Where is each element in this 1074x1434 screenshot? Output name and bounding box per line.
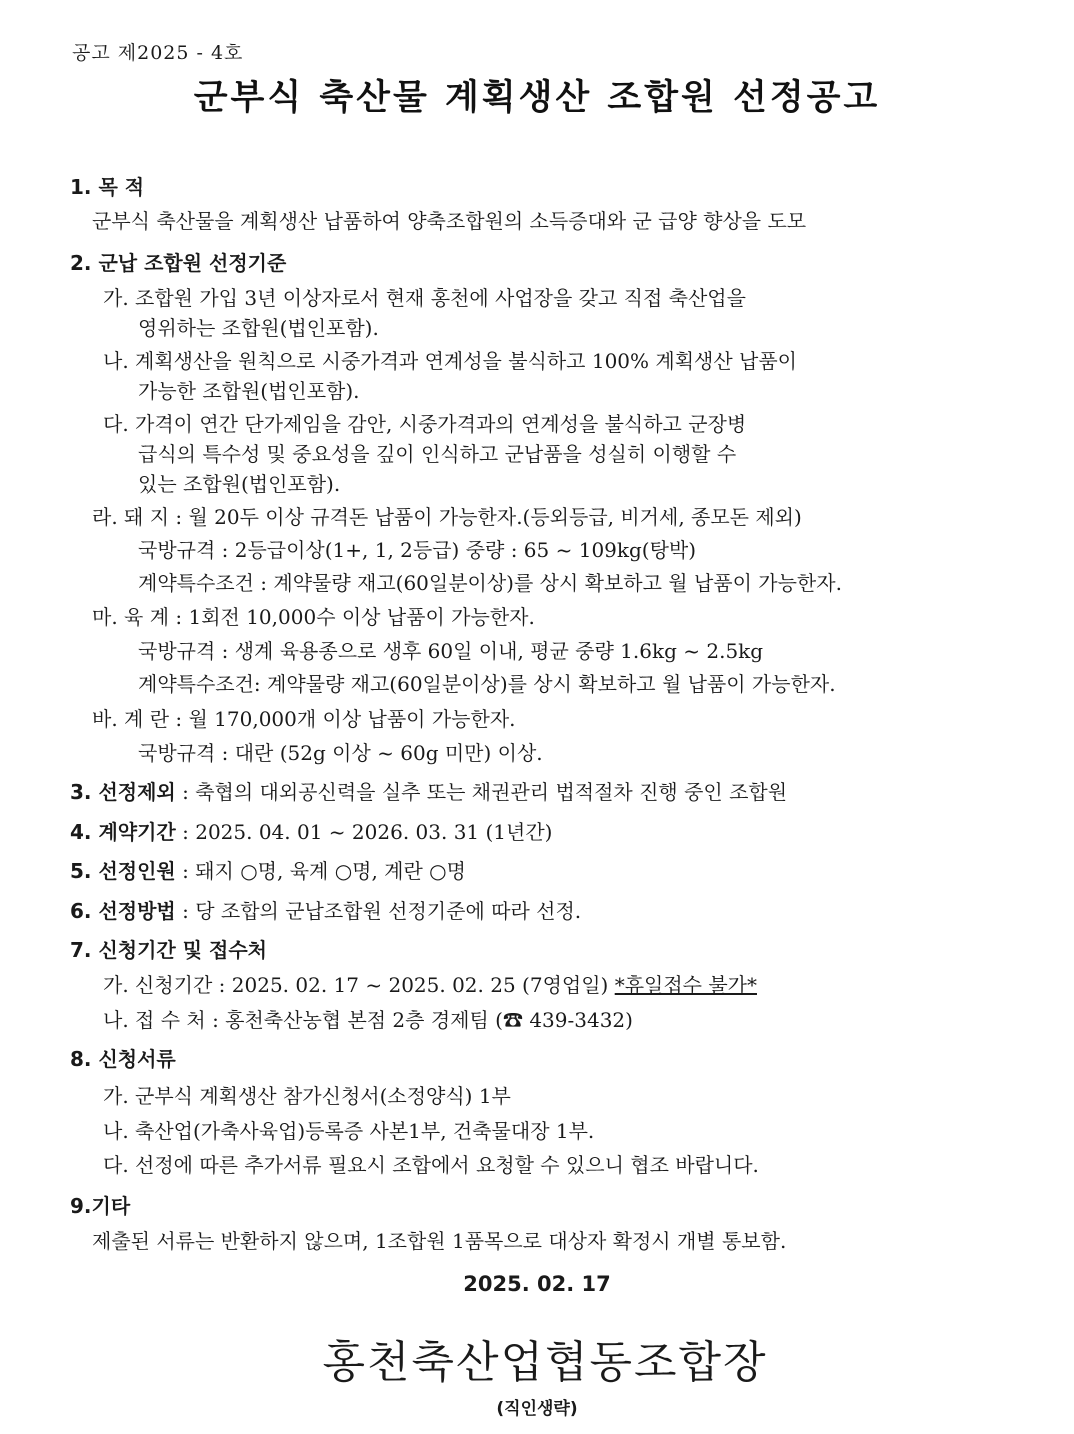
criteria-chicken-line2: 국방규격 : 생계 육용종으로 생후 60일 이내, 평균 중량 1.6kg ~ 2.5kg bbox=[138, 639, 764, 663]
section-4-label: 4. 계약기간 bbox=[70, 820, 176, 844]
section-6-label: 6. 선정방법 bbox=[70, 899, 176, 923]
reception-office: 나. 접 수 처 : 홍천축산농협 본점 2층 경제팀 (☎ 439-3432) bbox=[103, 1008, 633, 1032]
criteria-da-line1: 다. 가격이 연간 단가제임을 감안, 시중가격과의 연계성을 불식하고 군장병 bbox=[103, 412, 747, 436]
criteria-chicken-line1: 마. 육 계 : 1회전 10,000수 이상 납품이 가능한자. bbox=[92, 605, 535, 629]
criteria-na-line2: 가능한 조합원(법인포함). bbox=[138, 379, 360, 403]
notice-date: 2025. 02. 17 bbox=[463, 1272, 611, 1296]
seal-omitted-note: (직인생략) bbox=[496, 1399, 578, 1419]
section-4 bbox=[70, 819, 552, 845]
criteria-da-line3: 있는 조합원(법인포함). bbox=[138, 472, 341, 496]
application-period bbox=[103, 972, 757, 998]
section-8-heading: 8. 신청서류 bbox=[70, 1047, 176, 1071]
section-6 bbox=[70, 898, 581, 924]
section-3-label: 3. 선정제외 bbox=[70, 780, 176, 804]
section-1-body: 군부식 축산물을 계획생산 납품하여 양축조합원의 소득증대와 군 급양 향상을 도모 bbox=[92, 209, 807, 233]
section-6-value: : 당 조합의 군납조합원 선정기준에 따라 선정. bbox=[175, 899, 582, 923]
application-period-text: 가. 신청기간 : 2025. 02. 17 ~ 2025. 02. 25 (7영업일) bbox=[103, 973, 615, 997]
notice-title: 군부식 축산물 계획생산 조합원 선정공고 bbox=[193, 78, 881, 118]
section-9-heading: 9.기타 bbox=[70, 1194, 131, 1218]
criteria-ga-line1: 가. 조합원 가입 3년 이상자로서 현재 홍천에 사업장을 갖고 직접 축산업을 bbox=[103, 286, 746, 310]
criteria-egg-line1: 바. 계 란 : 월 170,000개 이상 납품이 가능한자. bbox=[92, 707, 516, 731]
section-2-heading: 2. 군납 조합원 선정기준 bbox=[70, 251, 287, 275]
section-3 bbox=[70, 779, 787, 805]
criteria-da-line2: 급식의 특수성 및 중요성을 깊이 인식하고 군납품을 성실히 이행할 수 bbox=[138, 442, 737, 466]
section-3-value: : 축협의 대외공신력을 실추 또는 채권관리 법적절차 진행 중인 조합원 bbox=[175, 780, 788, 804]
criteria-chicken-line3: 계약특수조건: 계약물량 재고(60일분이상)를 상시 확보하고 월 납품이 가능한자. bbox=[138, 672, 836, 696]
issuer-name: 홍천축산업협동조합장 bbox=[322, 1337, 768, 1388]
criteria-pig-line2: 국방규격 : 2등급이상(1+, 1, 2등급) 중량 : 65 ~ 109kg(탕박) bbox=[138, 538, 697, 562]
section-5-label: 5. 선정인원 bbox=[70, 859, 176, 883]
notice-number: 공고 제2025 - 4호 bbox=[72, 42, 244, 64]
holiday-note: *휴일접수 불가* bbox=[614, 973, 757, 997]
section-4-value: : 2025. 04. 01 ~ 2026. 03. 31 (1년간) bbox=[175, 820, 553, 844]
document-da: 다. 선정에 따른 추가서류 필요시 조합에서 요청할 수 있으니 협조 바랍니다. bbox=[103, 1153, 759, 1177]
criteria-ga-line2: 영위하는 조합원(법인포함). bbox=[138, 316, 379, 340]
section-1-heading: 1. 목 적 bbox=[70, 175, 145, 199]
section-5 bbox=[70, 858, 466, 884]
criteria-pig-line1: 라. 돼 지 : 월 20두 이상 규격돈 납품이 가능한자.(등외등급, 비거세, 종모돈 제외) bbox=[92, 505, 802, 529]
criteria-pig-line3: 계약특수조건 : 계약물량 재고(60일분이상)를 상시 확보하고 월 납품이 가능한자. bbox=[138, 571, 842, 595]
section-7-heading: 7. 신청기간 및 접수처 bbox=[70, 938, 267, 962]
section-5-value: : 돼지 ○명, 육계 ○명, 계란 ○명 bbox=[175, 859, 466, 883]
document-ga: 가. 군부식 계획생산 참가신청서(소정양식) 1부 bbox=[103, 1084, 511, 1108]
document-na: 나. 축산업(가축사육업)등록증 사본1부, 건축물대장 1부. bbox=[103, 1119, 595, 1143]
section-9-body: 제출된 서류는 반환하지 않으며, 1조합원 1품목으로 대상자 확정시 개별 통보함. bbox=[92, 1229, 787, 1253]
criteria-na-line1: 나. 계획생산을 원칙으로 시중가격과 연계성을 불식하고 100% 계획생산 납품이 bbox=[103, 349, 797, 373]
criteria-egg-line2: 국방규격 : 대란 (52g 이상 ~ 60g 미만) 이상. bbox=[138, 741, 543, 765]
